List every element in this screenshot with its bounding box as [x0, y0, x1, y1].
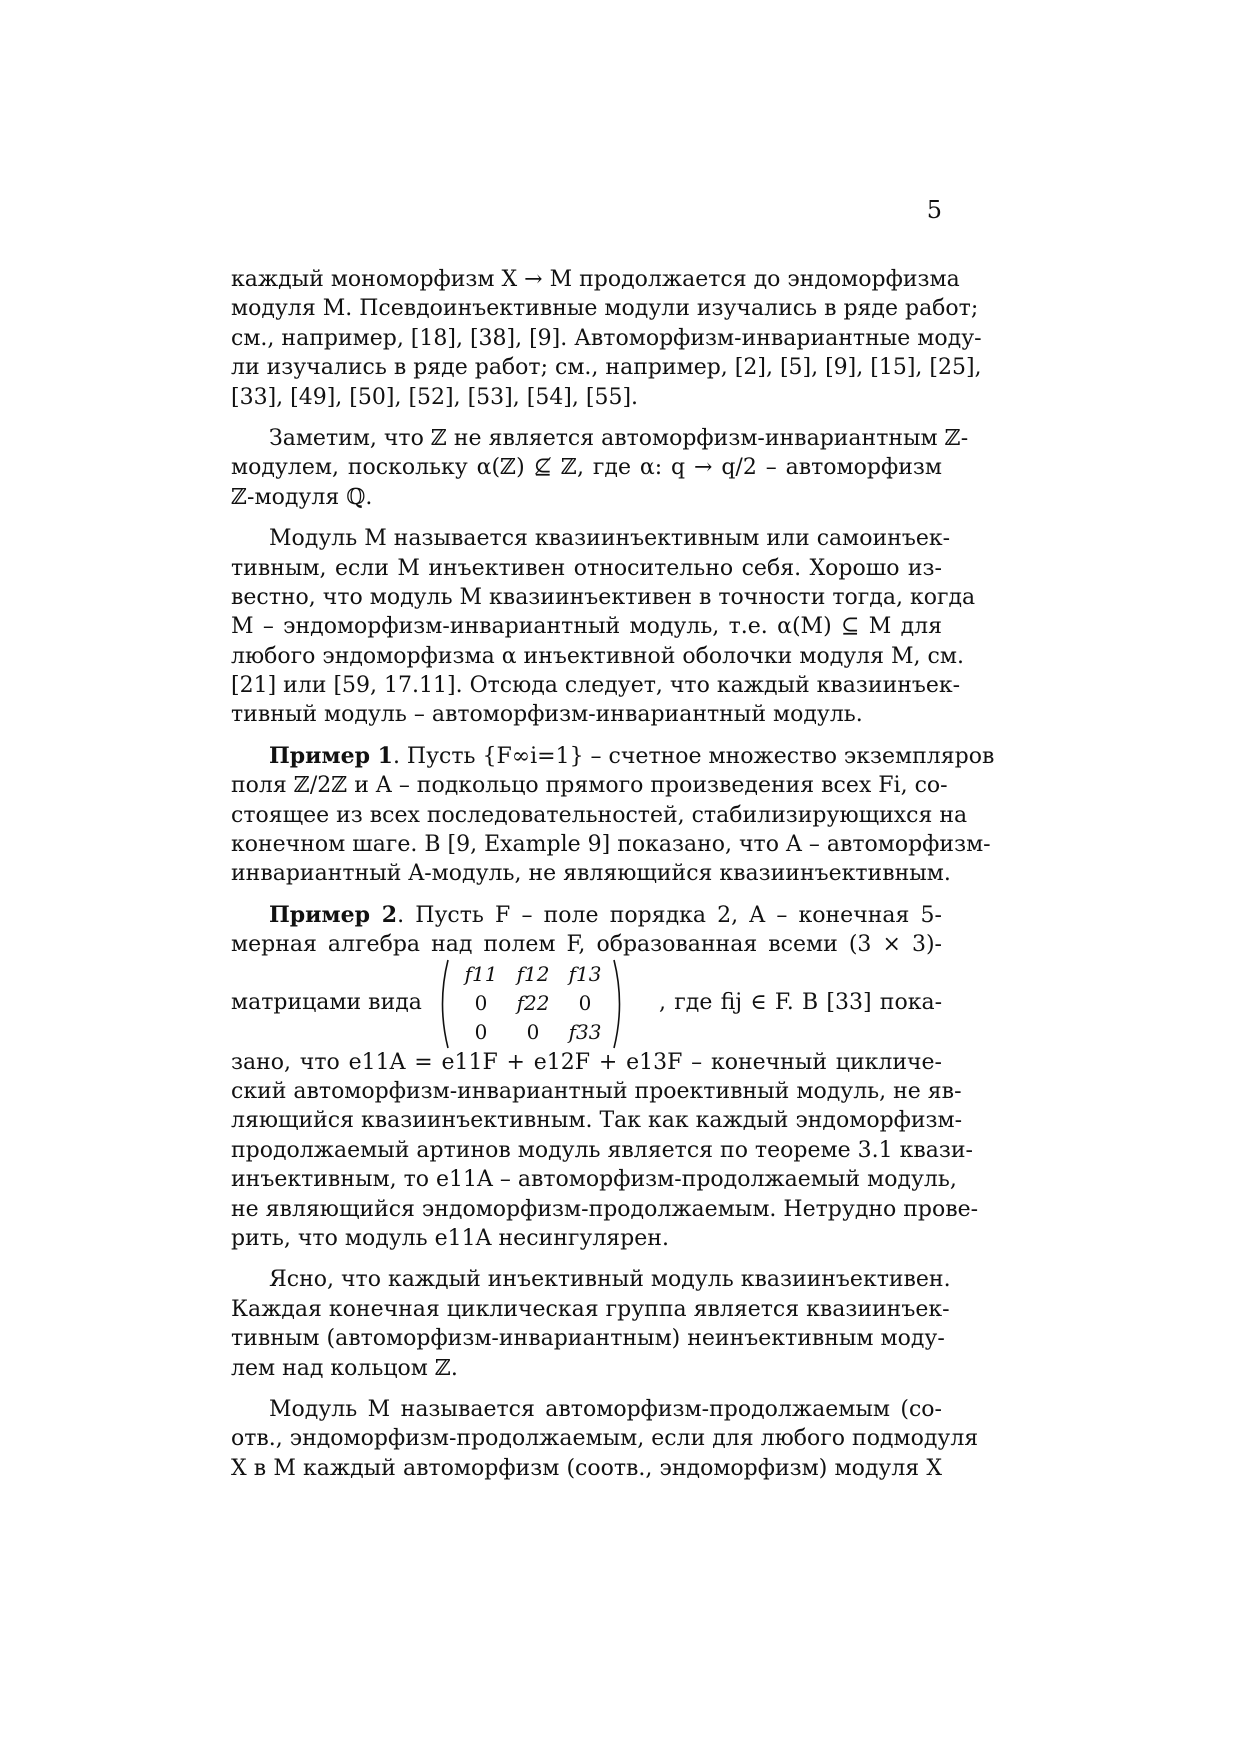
matrix-cells [458, 960, 608, 1047]
matrix-cell: 0 [526, 1019, 540, 1044]
text-line: [33], [49], [50], [52], [53], [54], [55]. [231, 384, 639, 410]
matrix-cell: 0 [578, 990, 592, 1015]
text-line: модулем, поскольку α(ℤ) ⊈ ℤ, где α: q → q/2 – автоморфизм [231, 455, 942, 481]
text-line: зано, что e11A = e11F + e12F + e13F – конечный цикличе- [231, 1049, 942, 1075]
example-2-title: Пример 2 [269, 901, 398, 928]
matrix-lead-text: матрицами вида [231, 989, 422, 1015]
paragraph-7 [231, 1395, 979, 1483]
text-line: каждый мономорфизм X → M продолжается до эндоморфизма [231, 267, 960, 292]
text-line: рить, что модуль e11A несингулярен. [231, 1225, 669, 1251]
text-line [231, 901, 942, 930]
matrix-cell: f22 [516, 990, 550, 1015]
example-1 [231, 742, 995, 889]
text-line [231, 742, 995, 771]
left-parenthesis [436, 958, 450, 1050]
right-parenthesis [612, 958, 626, 1050]
text-line: тивный модуль – автоморфизм-инвариантный модуль. [231, 702, 863, 728]
text-line: X в M каждый автоморфизм (соотв., эндоморфизм) модуля X [231, 1455, 942, 1481]
text-line: инъективным, то e11A – автоморфизм-продолжаемый модуль, [231, 1167, 957, 1193]
example-2-first-line: . Пусть F – поле порядка 2, A – конечная 5- [397, 902, 942, 928]
matrix-cell: f33 [568, 1019, 602, 1044]
matrix-row [458, 1018, 608, 1047]
matrix-cell: f13 [568, 961, 602, 986]
text-line: Каждая конечная циклическая группа является квазиинъек- [231, 1296, 950, 1322]
text-line: инвариантный A-модуль, не являющийся квазиинъективным. [231, 861, 951, 887]
text-line: не являющийся эндоморфизм-продолжаемым. Нетрудно прове- [231, 1196, 979, 1222]
text-line: Модуль M называется квазиинъективным или самоинъек- [269, 526, 951, 552]
matrix-row [458, 960, 608, 989]
text-line: продолжаемый артинов модуль является по теореме 3.1 квази- [231, 1137, 973, 1163]
matrix-trail-text: , где fij ∈ F. В [33] пока- [659, 989, 942, 1015]
text-line: Заметим, что ℤ не является автоморфизм-инвариантным ℤ- [269, 425, 969, 451]
text-line: любого эндоморфизма α инъективной оболочки модуля M, см. [231, 643, 964, 669]
matrix-cell: f11 [464, 961, 498, 986]
text-line: тивным, если M инъективен относительно себя. Хорошо из- [231, 555, 942, 581]
text-line: стоящее из всех последовательностей, стабилизирующихся на [231, 802, 968, 828]
example-2 [231, 901, 979, 1254]
text-line: ли изучались в ряде работ; см., например, [2], [5], [9], [15], [25], [231, 355, 982, 381]
text-line: Ясно, что каждый инъективный модуль квазиинъективен. [269, 1267, 951, 1293]
matrix-row [458, 989, 608, 1018]
text-line: вестно, что модуль M квазиинъективен в точности тогда, когда [231, 584, 976, 610]
text-line: Модуль M называется автоморфизм-продолжаемым (со- [269, 1396, 942, 1422]
text-line: см., например, [18], [38], [9]. Автоморфизм-инвариантные моду- [231, 325, 982, 351]
text-line: ℤ-модуля ℚ. [231, 484, 373, 510]
example-1-first-line: . Пусть {F∞i=1} – счетное множество экземпляров [392, 743, 995, 769]
paragraph-6 [231, 1265, 951, 1383]
matrix-line [231, 960, 942, 1048]
body-text [231, 265, 995, 1483]
text-line: ский автоморфизм-инвариантный проективный модуль, не яв- [231, 1078, 962, 1104]
text-line: отв., эндоморфизм-продолжаемым, если для любого подмодуля [231, 1426, 979, 1452]
example-1-title: Пример 1 [269, 742, 393, 769]
text-line: тивным (автоморфизм-инвариантным) неинъективным моду- [231, 1326, 945, 1352]
page-number: 5 [926, 196, 942, 224]
text-line: модуля M. Псевдоинъективные модули изучались в ряде работ; [231, 296, 979, 322]
text-line: лем над кольцом ℤ. [231, 1355, 458, 1381]
text-line: поля ℤ/2ℤ и A – подкольцо прямого произведения всех Fi, со- [231, 773, 948, 799]
text-line: M – эндоморфизм-инвариантный модуль, т.е. α(M) ⊆ M для [231, 614, 942, 640]
text-line: ляющийся квазиинъективным. Так как каждый эндоморфизм- [231, 1108, 963, 1134]
text-line: конечном шаге. В [9, Example 9] показано, что A – автоморфизм- [231, 832, 991, 858]
matrix [436, 958, 626, 1050]
text-line: мерная алгебра над полем F, образованная всеми (3 × 3)- [231, 932, 942, 958]
paragraph-2 [231, 424, 969, 512]
matrix-cell: 0 [474, 1019, 488, 1044]
paragraph-1 [231, 265, 982, 412]
matrix-cell: 0 [474, 990, 488, 1015]
matrix-cell: f12 [516, 961, 550, 986]
paragraph-3 [231, 524, 976, 730]
text-line: [21] или [59, 17.11]. Отсюда следует, что каждый квазиинъек- [231, 673, 961, 699]
